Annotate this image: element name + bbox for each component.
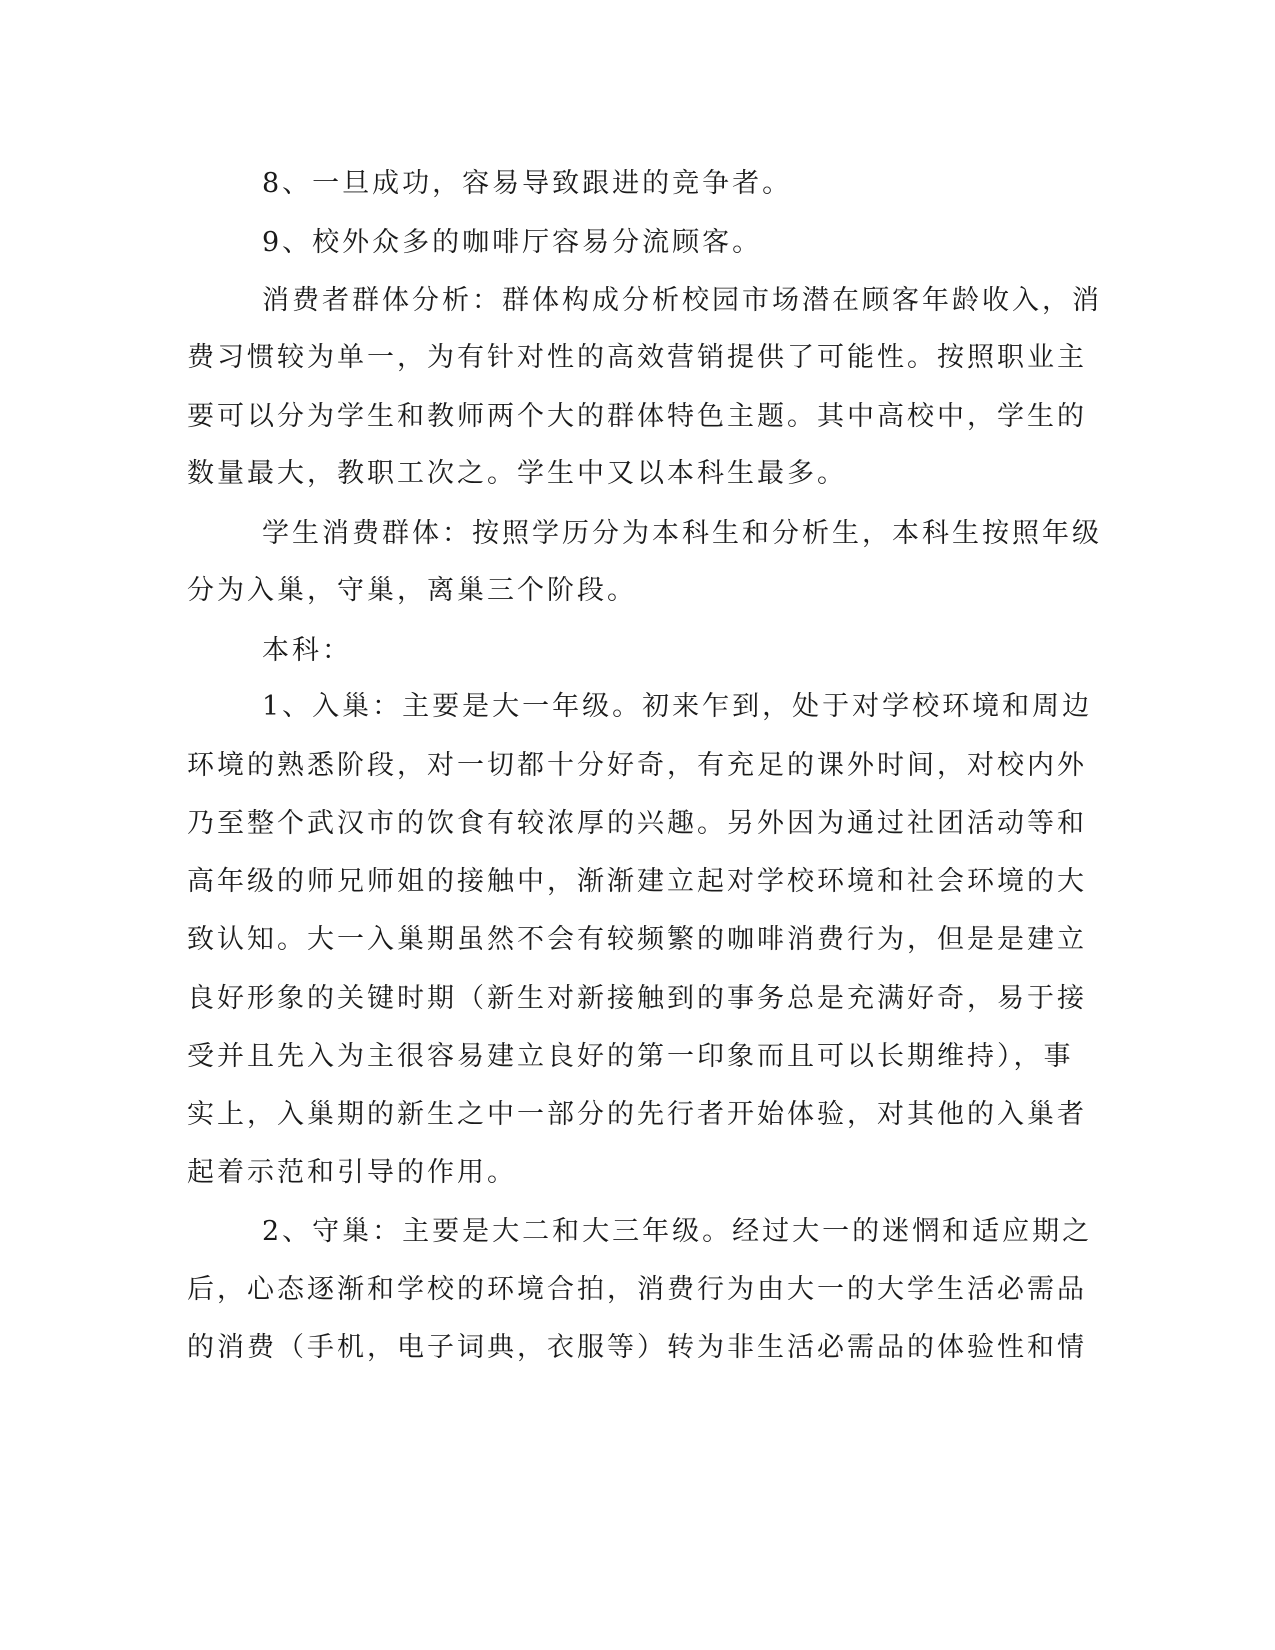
text-line: 2、守巢：主要是大二和大三年级。经过大一的迷惘和适应期之	[262, 1216, 1093, 1247]
text-line: 消费者群体分析：群体构成分析校园市场潜在顾客年龄收入，消	[262, 285, 1102, 316]
text-line: 起着示范和引导的作用。	[187, 1157, 517, 1188]
text-line: 8、一旦成功，容易导致跟进的竞争者。	[262, 168, 793, 199]
text-line: 数量最大，教职工次之。学生中又以本科生最多。	[187, 458, 847, 489]
text-line: 1、入巢：主要是大一年级。初来乍到，处于对学校环境和周边	[262, 691, 1093, 722]
text-line: 受并且先入为主很容易建立良好的第一印象而且可以长期维持），事	[187, 1041, 1074, 1072]
text-line: 良好形象的关键时期（新生对新接触到的事务总是充满好奇，易于接	[187, 983, 1087, 1014]
text-line: 分为入巢，守巢，离巢三个阶段。	[187, 575, 637, 606]
text-line: 环境的熟悉阶段，对一切都十分好奇，有充足的课外时间，对校内外	[187, 750, 1087, 781]
text-line: 的消费（手机，电子词典，衣服等）转为非生活必需品的体验性和情	[187, 1332, 1087, 1363]
text-line: 9、校外众多的咖啡厅容易分流顾客。	[262, 227, 763, 258]
text-line: 后，心态逐渐和学校的环境合拍，消费行为由大一的大学生活必需品	[187, 1274, 1087, 1305]
text-line: 乃至整个武汉市的饮食有较浓厚的兴趣。另外因为通过社团活动等和	[187, 808, 1087, 839]
text-line: 要可以分为学生和教师两个大的群体特色主题。其中高校中，学生的	[187, 401, 1087, 432]
text-line: 高年级的师兄师姐的接触中，渐渐建立起对学校环境和社会环境的大	[187, 866, 1087, 897]
text-line: 费习惯较为单一，为有针对性的高效营销提供了可能性。按照职业主	[187, 342, 1087, 373]
text-line: 致认知。大一入巢期虽然不会有较频繁的咖啡消费行为，但是是建立	[187, 924, 1087, 955]
text-line: 学生消费群体：按照学历分为本科生和分析生，本科生按照年级	[262, 518, 1102, 549]
text-line: 实上，入巢期的新生之中一部分的先行者开始体验，对其他的入巢者	[187, 1099, 1087, 1130]
text-line: 本科：	[262, 635, 352, 666]
